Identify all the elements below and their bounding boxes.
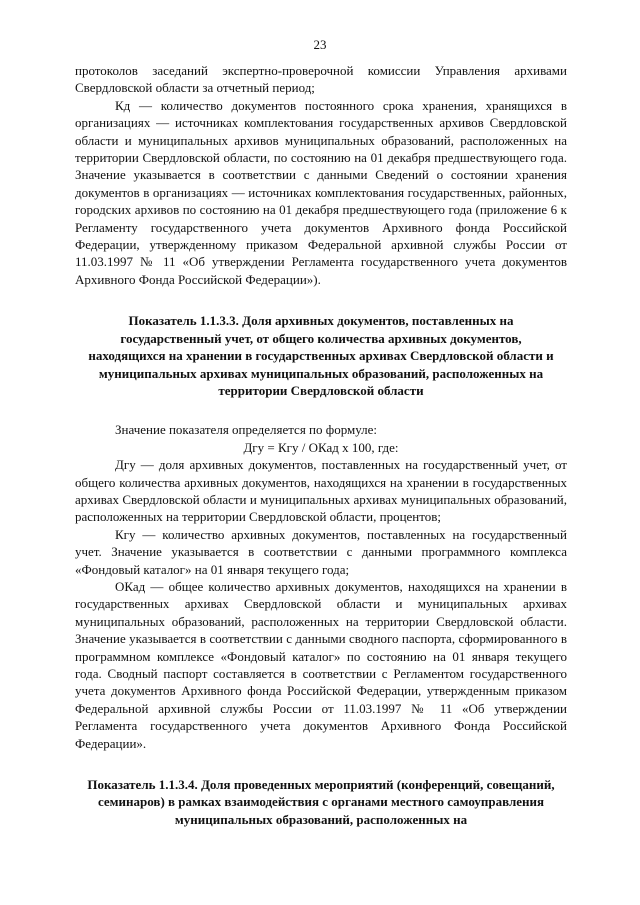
section-heading-1-1-3-3: Показатель 1.1.3.3. Доля архивных документов, поставленных на государственный учет, от общего количества архивных документов, находящихся на хранении в государственных архивах Свердловской области и муниципальных архивах муниципальных образований, расположенных на территории Свердловской области	[88, 313, 554, 398]
definition-okad: ОКад — общее количество архивных документов, находящихся на хранении в государственных архивах Свердловской области и муниципальных архивах муниципальных образований, расположенных на территории Свердловской области. Значение указывается в соответствии с данными сводного паспорта, сформированного в программном комплексе «Фондовый каталог» по состоянию на 01 января текущего года. Сводный паспорт составляется в соответствии с Регламентом государственного учета документов Архивного фонда Российской Федерации, утвержденным приказом Федеральной архивной службы России от 11.03.1997 № 11 «Об утверждении Регламента государственного учета документов Архивного Фонда Российской Федерации».	[75, 578, 567, 751]
formula-intro: Значение показателя определяется по формуле:	[115, 422, 378, 438]
document-body	[75, 62, 567, 828]
formula: Дгу = Кгу / ОКад х 100, где:	[243, 439, 399, 455]
paragraph-kd-definition: Кд — количество документов постоянного срока хранения, хранящихся в организациях — источниках комплектования государственных архивов Свердловской области и муниципальных архивов муниципальных образований, расположенных на территории Свердловской области, по состоянию на 01 декабря предшествующего года. Значение указывается в соответствии с данными Сведений о состоянии хранения документов в организациях — источниках комплектования государственных, районных, городских архивов по состоянию на 01 декабря предшествующего года (приложение 6 к Регламенту государственного учета документов Архивного фонда Российской Федерации, утвержденному приказом Федеральной архивной службы России от 11.03.1997 № 11 «Об утверждении Регламента государственного учета документов Архивного Фонда Российской Федерации»).	[75, 97, 567, 287]
definition-kgu: Кгу — количество архивных документов, поставленных на государственный учет. Значение указывается в соответствии с данными программного комплекса «Фондовый каталог» на 01 января текущего года;	[75, 526, 567, 577]
definition-dgu: Дгу — доля архивных документов, поставленных на государственный учет, от общего количества архивных документов, находящихся на хранении в государственных архивах Свердловской области и муниципальных архивах муниципальных образований, расположенных на территории Свердловской области, процентов;	[75, 457, 567, 525]
section-heading-1-1-3-4: Показатель 1.1.3.4. Доля проведенных мероприятий (конференций, совещаний, семинаров) в рамках взаимодействия с органами местного самоуправления муниципальных образований, расположенных на	[87, 777, 555, 827]
paragraph-continuation: протоколов заседаний экспертно-проверочной комиссии Управления архивами Свердловской области за отчетный период;	[75, 63, 567, 96]
page-number: 23	[313, 37, 327, 52]
